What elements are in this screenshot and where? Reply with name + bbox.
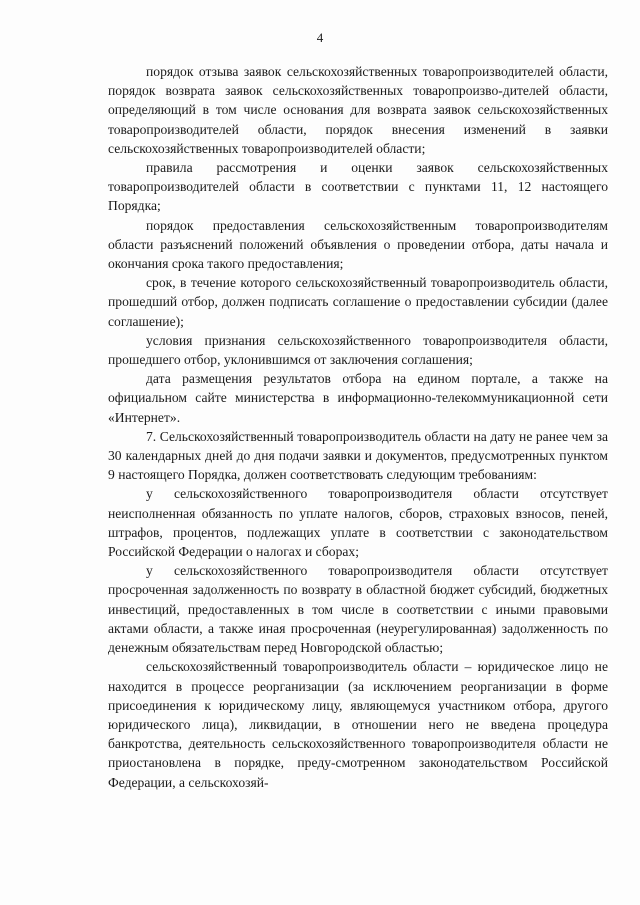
- paragraph-evasion-conditions: условия признания сельскохозяйственного товаропроизводителя области, прошедшего отбор, уклонившимся от заключения соглашения;: [108, 332, 608, 368]
- page-number: 4: [316, 30, 324, 45]
- paragraph-agreement-deadline: срок, в течение которого сельскохозяйственный товаропроизводитель области, прошедший отбор, должен подписать соглашение о предоставлении субсидии (далее соглашение);: [108, 275, 608, 329]
- paragraph-clarification-order: порядок предоставления сельскохозяйственным товаропроизводителям области разъяснений положений объявления о проведении отбора, даты начала и окончания срока такого предоставления;: [108, 217, 608, 272]
- paragraph-withdrawal-order: порядок отзыва заявок сельскохозяйственных товаропроизводителей области, порядок возврата заявок сельскохозяйственных товаропроизво-дителей области, определяющий в том числе основания для возврата заявок сельскохозяйственных товаропроизводителей области, порядок внесения изменений в заявки сельскохозяйственных товаропроизводителей области;: [108, 64, 608, 156]
- paragraph-results-publication: дата размещения результатов отбора на едином портале, а также на официальном сайте министерства в информационно-телекоммуникационной сети «Интернет».: [108, 371, 608, 425]
- paragraph-no-reorganization: сельскохозяйственный товаропроизводитель области – юридическое лицо не находится в процессе реорганизации (за исключением реорганизации в форме присоединения к юридическому лицу, являющемуся участником отбора, другого юридического лица), ликвидации, в отношении него не введена процедура банкротства, деятельность сельскохозяйственного товаропроизводителя области не приостановлена в порядке, преду-смотренном законодательством Российской Федерации, а сельскохозяй-: [108, 659, 608, 790]
- document-body: [108, 62, 608, 792]
- paragraph-item-7: 7. Сельскохозяйственный товаропроизводитель области на дату не ранее чем за 30 календарных дней до дня подачи заявки и документов, предусмотренных пунктом 9 настоящего Порядка, должен соответствовать следующим требованиям:: [108, 428, 608, 483]
- paragraph-no-tax-debt: у сельскохозяйственного товаропроизводителя области отсутствует неисполненная обязанность по уплате налогов, сборов, страховых взносов, пеней, штрафов, процентов, подлежащих уплате в соответствии с законодательством Российской Федерации о налогах и сборах;: [108, 486, 608, 560]
- paragraph-no-budget-debt: у сельскохозяйственного товаропроизводителя области отсутствует просроченная задолженность по возврату в областной бюджет субсидий, бюджетных инвестиций, предоставленных в том числе в соответствии с иными правовыми актами области, а также иная просроченная (неурегулированная) задолженность по денежным обязательствам перед Новгородской областью;: [108, 563, 608, 656]
- paragraph-review-rules: правила рассмотрения и оценки заявок сельскохозяйственных товаропроизводителей области в соответствии с пунктами 11, 12 настоящего Порядка;: [108, 160, 608, 214]
